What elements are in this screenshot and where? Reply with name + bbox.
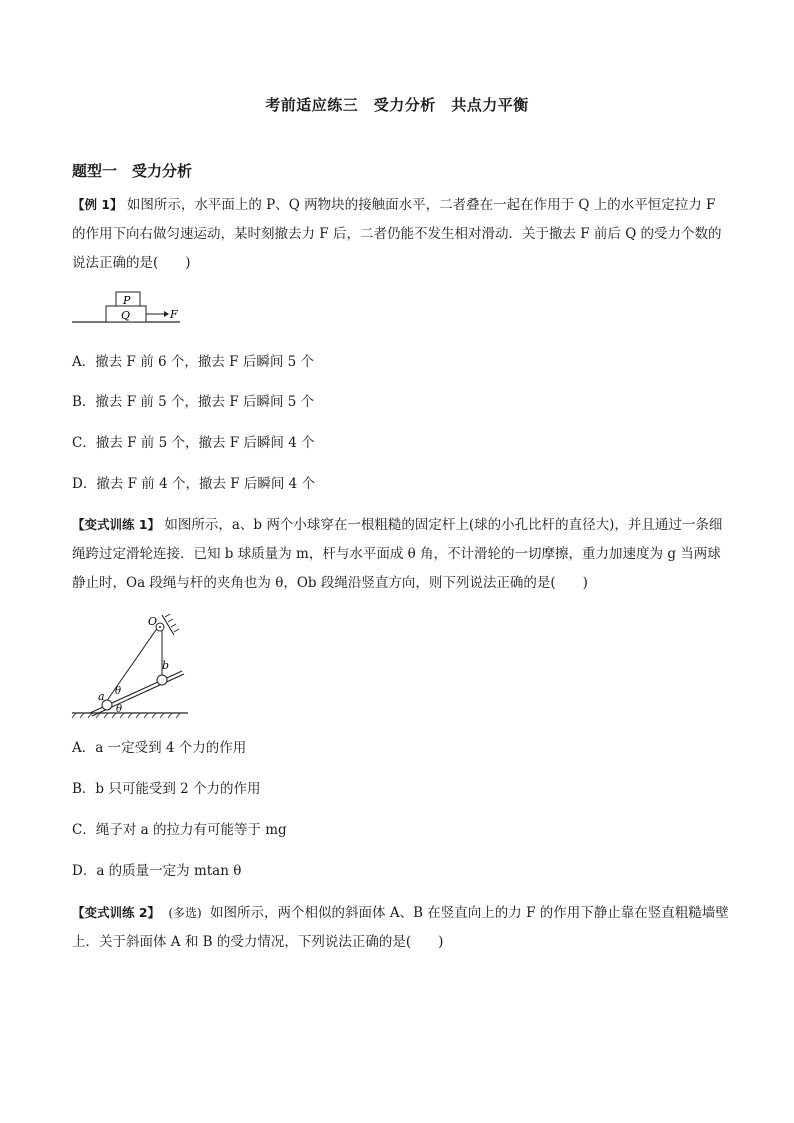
- label-theta-ground: θ: [116, 704, 123, 715]
- question-2-tag: 【变式训练 1】: [72, 517, 161, 532]
- q2-option-d[interactable]: D．a 的质量一定为 mtan θ: [72, 863, 242, 879]
- question-2: [72, 510, 732, 598]
- label-f: F: [170, 308, 178, 321]
- question-3: [72, 898, 732, 957]
- figure-blocks: [70, 290, 200, 330]
- label-theta-rope: θ: [115, 686, 122, 697]
- section-heading: 题型一 受力分析: [72, 162, 193, 180]
- label-o: O: [148, 615, 158, 628]
- label-p: P: [123, 294, 131, 307]
- ground-hatching: [72, 713, 180, 718]
- q2-option-a[interactable]: A．a 一定受到 4 个力的作用: [72, 740, 247, 756]
- question-1-text: 如图所示，水平面上的 P、Q 两物块的接触面水平，二者叠在一起在作用于 Q 上的水平恒定拉力 F 的作用下向右做匀速运动，某时刻撤去力 F 后，二者仍能不发生相对滑动．关于撤去 F 前后 Q 的受力个数的说法正确的是( ): [72, 197, 722, 271]
- question-1-tag: 【例 1】: [72, 197, 123, 212]
- question-1: [72, 190, 732, 278]
- label-b: b: [162, 659, 170, 672]
- ball-b: [157, 675, 167, 685]
- label-a: a: [98, 690, 105, 703]
- question-3-tag: 【变式训练 2】: [72, 905, 161, 920]
- figure-pulley: [70, 605, 200, 720]
- q1-option-d[interactable]: D．撤去 F 前 4 个，撤去 F 后瞬间 4 个: [72, 476, 316, 492]
- q2-option-c[interactable]: C．绳子对 a 的拉力有可能等于 mg: [72, 822, 287, 838]
- label-q: Q: [121, 309, 131, 322]
- q1-option-a[interactable]: A．撤去 F 前 6 个，撤去 F 后瞬间 5 个: [72, 354, 314, 370]
- q2-option-b[interactable]: B．b 只可能受到 2 个力的作用: [72, 781, 261, 797]
- question-3-multi: (多选): [168, 906, 202, 920]
- q1-option-c[interactable]: C．撤去 F 前 5 个，撤去 F 后瞬间 4 个: [72, 435, 315, 451]
- rope-oa: [106, 627, 158, 702]
- q1-option-b[interactable]: B．撤去 F 前 5 个，撤去 F 后瞬间 5 个: [72, 394, 315, 410]
- question-3-text: 如图所示，两个相似的斜面体 A、B 在竖直向上的力 F 的作用下静止靠在竖直粗糙墙壁上．关于斜面体 A 和 B 的受力情况，下列说法正确的是( ): [72, 905, 729, 950]
- question-2-text: 如图所示，a、b 两个小球穿在一根粗糙的固定杆上(球的小孔比杆的直径大)，并且通过一条细绳跨过定滑轮连接．已知 b 球质量为 m，杆与水平面成 θ 角，不计滑轮的一切摩擦，重力加速度为 g 当两球静止时，Oa 段绳与杆的夹角也为 θ，Ob 段绳沿竖直方向，则下列说法正确的是( ): [72, 517, 723, 591]
- force-arrowhead: [164, 311, 169, 317]
- page-title: 考前适应练三 受力分析 共点力平衡: [265, 96, 529, 114]
- pulley-axle: [159, 626, 161, 628]
